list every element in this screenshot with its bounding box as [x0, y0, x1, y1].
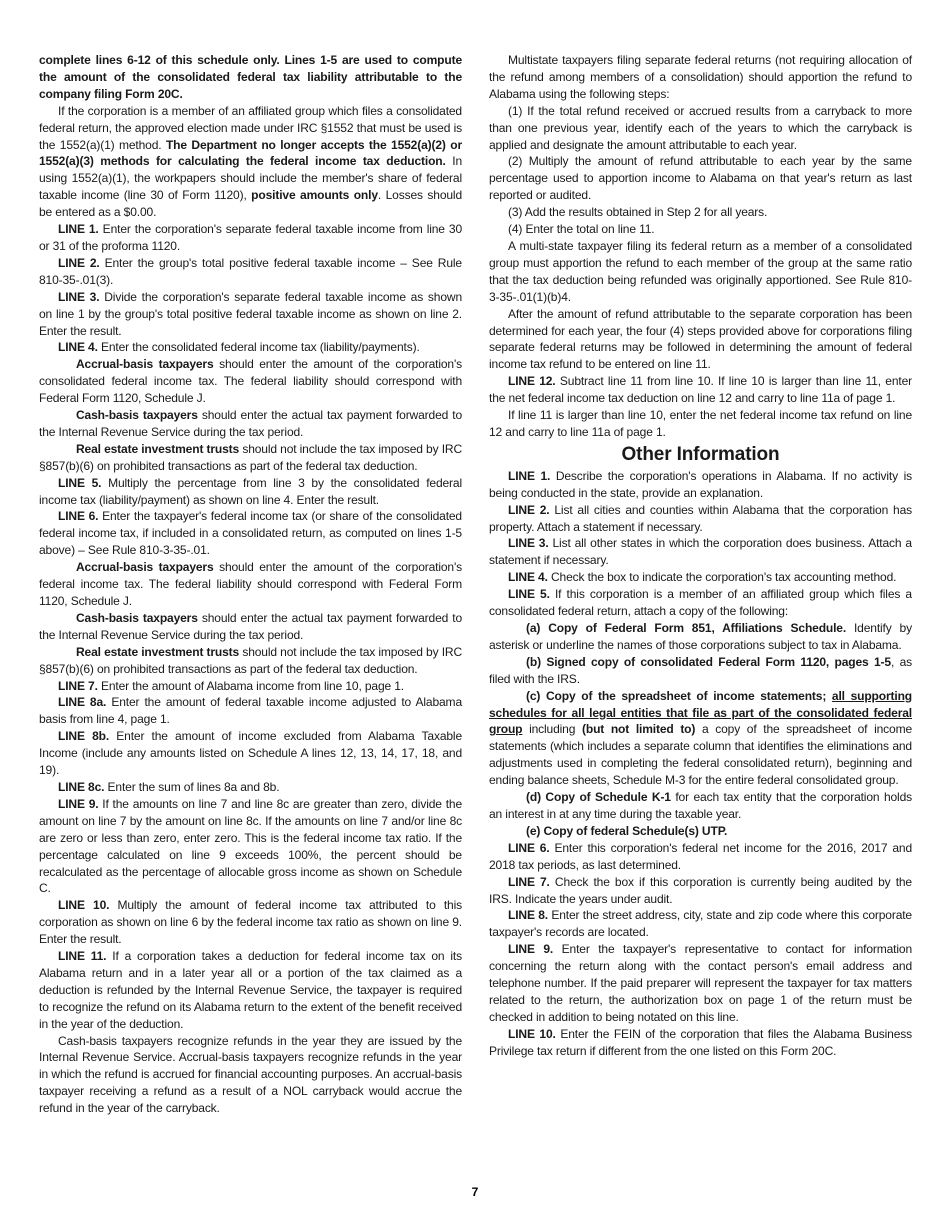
line4-reit: Real estate investment trusts should not include the tax imposed by IRC §857(b)(6) on prohibited transactions as part of the federal tax deduction. — [39, 441, 463, 473]
line4-cash: Cash-basis taxpayers should enter the actual tax payment forwarded to the Internal Revenue Service during the tax period. — [39, 408, 462, 439]
after-paragraph: After the amount of refund attributable to the separate corporation has been determined for each year, the four (4) steps provided above for corporations filing separate federal returns may be followed in determining the amount of federal income tax refund to be entered on line 11. — [489, 306, 912, 372]
other-line5b: (b) Signed copy of consolidated Federal Form 1120, pages 1-5, as filed with the IRS. — [489, 654, 912, 686]
line6-accrual: Accrual-basis taxpayers should enter the amount of the corporation's federal income tax. The federal liability should correspond with Federal Form 1120, Schedule J. — [39, 560, 462, 608]
line3-instruction: LINE 3. Divide the corporation's separate federal taxable income as shown on line 1 by the group's total positive federal taxable income as shown on line 2. Enter the result. — [39, 289, 463, 338]
other-line5: LINE 5. If this corporation is a member of an affiliated group which files a consolidated federal return, attach a copy of the following: — [489, 587, 912, 619]
other-line1: LINE 1. Describe the corporation's operations in Alabama. If no activity is being conducted in the state, provide an explanation. — [489, 468, 912, 500]
line7-instruction: LINE 7. Enter the amount of Alabama income from line 10, page 1. — [58, 678, 404, 693]
line5-instruction: LINE 5. Multiply the percentage from line 3 by the consolidated federal income tax (liability/payment) as shown on line 4. Enter the result. — [39, 475, 462, 507]
line12-instruction: LINE 12. Subtract line 11 from line 10. If line 10 is larger than line 11, enter the net federal income tax deduction on line 12 and carry to line 11a of page 1. — [489, 374, 912, 406]
other-line9: LINE 9. Enter the taxpayer's representative to contact for information concerning the return along with the contact person's email address and telephone number. If the paid preparer will represent the taxpayer for tax matters related to the return, the authorization box on page 1 of the return must be checked in addition to being notated on this line. — [489, 942, 912, 1024]
left-column — [39, 52, 462, 1117]
line1-instruction: LINE 1. Enter the corporation's separate federal taxable income from line 30 or 31 of the proforma 1120. — [39, 222, 462, 253]
other-information-heading: Other Information — [621, 443, 780, 465]
line6-cash: Cash-basis taxpayers should enter the actual tax payment forwarded to the Internal Revenue Service during the tax period. — [39, 610, 462, 642]
line4-instruction: LINE 4. Enter the consolidated federal income tax (liability/payments). — [58, 340, 420, 355]
other-line7: LINE 7. Check the box if this corporation is currently being audited by the IRS. Indicate the years under audit. — [489, 874, 912, 906]
line11-instruction: LINE 11. If a corporation takes a deduction for federal income tax on its Alabama return and in a later year all or a portion of the tax claimed as a deduction is refunded by the Internal Revenue Service, the taxpayer is required to recognize the refund on its Alabama return to the extent of the benefit received in the year of the deduction. — [39, 949, 462, 1031]
line12-refund-paragraph: If line 11 is larger than line 10, enter the net federal income tax refund on line 12 and carry to line 11a of page 1. — [489, 408, 912, 439]
step-1: (1) If the total refund received or accrued results from a carryback to more than one previous year, identify each of the years to which the carryback is applied and designate the amount attributable to each year. — [489, 103, 912, 152]
other-line5a: (a) Copy of Federal Form 851, Affiliations Schedule. Identify by asterisk or underline the names of those corporations subject to tax in Alabama. — [489, 621, 912, 652]
other-line5c: (c) Copy of the spreadsheet of income statements; all supporting schedules for all legal entities that file as part of the consolidated federal group including (but not limited to) a copy of the spreadsheet of income statements (which includes a separate column that identifies the eliminations and adjustments used in completing the federal consolidated return), beginning and ending balance sheets, Schedule M-3 for the entire federal consolidated group. — [489, 688, 913, 788]
other-line5e: (e) Copy of federal Schedule(s) UTP. — [526, 823, 728, 838]
other-line3: LINE 3. List all other states in which the corporation does business. Attach a statement if necessary. — [489, 536, 912, 568]
other-line6: LINE 6. Enter this corporation's federal net income for the 2016, 2017 and 2018 tax periods, as last determined. — [489, 840, 912, 872]
line9-instruction: LINE 9. If the amounts on line 7 and line 8c are greater than zero, divide the amount on line 7 by the amount on line 8c. If the amounts on line 7 and/or line 8c are zero or less than zero, enter zero. This is the federal income tax ratio. If the percentage calculated on line 9 exceeds 100%, the percent should be recalculated as the percentage of allocable gross income as shown on Schedule C. — [39, 796, 462, 896]
right-column — [489, 52, 912, 1060]
page-number: 7 — [471, 1185, 479, 1199]
multistate-group-paragraph: A multi-state taxpayer filing its federal return as a member of a consolidated group must apportion the refund to each member of the group at the same ratio that the tax deduction being refunded was originally apportioned. See Rule 810-3-35-.01(1)(b)4. — [489, 238, 912, 304]
line2-instruction: LINE 2. Enter the group's total positive federal taxable income – See Rule 810-35-.01(3). — [39, 255, 462, 287]
intro-paragraph: complete lines 6-12 of this schedule only. Lines 1-5 are used to compute the amount of the consolidated federal tax liability attributable to the company filing Form 20C. — [39, 53, 462, 101]
line6-instruction: LINE 6. Enter the taxpayer's federal income tax (or share of the consolidated federal income tax, if included in a consolidated return, as computed on lines 1-5 above) – See Rule 810-3-35-.01. — [39, 509, 462, 558]
other-line4: LINE 4. Check the box to indicate the corporation's tax accounting method. — [508, 570, 897, 585]
line10-instruction: LINE 10. Multiply the amount of federal income tax attributed to this corporation as shown on line 6 by the federal income tax ratio as shown on line 9. Enter the result. — [39, 898, 462, 947]
line4-accrual: Accrual-basis taxpayers should enter the amount of the corporation's consolidated federal income tax. The federal liability should correspond with Federal Form 1120, Schedule J. — [39, 357, 462, 406]
line8a-instruction: LINE 8a. Enter the amount of federal taxable income adjusted to Alabama basis from line 4, page 1. — [39, 695, 462, 727]
other-line2: LINE 2. List all cities and counties within Alabama that the corporation has property. Attach a statement if necessary. — [489, 502, 912, 534]
other-line5d: (d) Copy of Schedule K-1 for each tax entity that the corporation holds an interest in at any time during the taxable year. — [489, 790, 912, 821]
affiliated-group-paragraph: If the corporation is a member of an affiliated group which files a consolidated federal return, the approved election made under IRC §1552 that must be used is the 1552(a)(1) method. The Department no longer accepts the 1552(a)(2) or 1552(a)(3) methods for calculating the federal income tax deduction. In using 1552(a)(1), the workpapers should include the member's share of federal taxable income (line 30 of Form 1120), positive amounts only. Losses should be entered as a $0.00. — [39, 103, 463, 220]
step-2: (2) Multiply the amount of refund attributable to each year by the same percentage used to apportion income to Alabama on that year's return as last reported or audited. — [489, 154, 912, 203]
line8b-instruction: LINE 8b. Enter the amount of income excluded from Alabama Taxable Income (include any amounts listed on Schedule A lines 12, 13, 14, 17, 18, and 19). — [39, 729, 462, 778]
other-line8: LINE 8. Enter the street address, city, state and zip code where this corporate taxpayer's records are located. — [489, 908, 912, 940]
step-4: (4) Enter the total on line 11. — [508, 222, 655, 237]
multistate-paragraph: Multistate taxpayers filing separate federal returns (not requiring allocation of the refund among members of a consolidation) should apportion the refund to Alabama using the following steps: — [489, 53, 912, 101]
step-3: (3) Add the results obtained in Step 2 for all years. — [508, 205, 768, 220]
line8c-instruction: LINE 8c. Enter the sum of lines 8a and 8b. — [58, 779, 280, 794]
other-line10: LINE 10. Enter the FEIN of the corporation that files the Alabama Business Privilege tax return if different from the one listed on this Form 20C. — [489, 1026, 912, 1058]
line6-reit: Real estate investment trusts should not include the tax imposed by IRC §857(b)(6) on prohibited transactions as part of the federal tax deduction. — [39, 644, 463, 676]
cash-basis-paragraph: Cash-basis taxpayers recognize refunds in the year they are issued by the Internal Revenue Service. Accrual-basis taxpayers recognize refunds in the year in which the refund is accrued for financial accounting purposes. An accrual-basis taxpayer receiving a refund as a result of a NOL carryback would accrue the refund in the year of the carryback. — [39, 1033, 462, 1116]
